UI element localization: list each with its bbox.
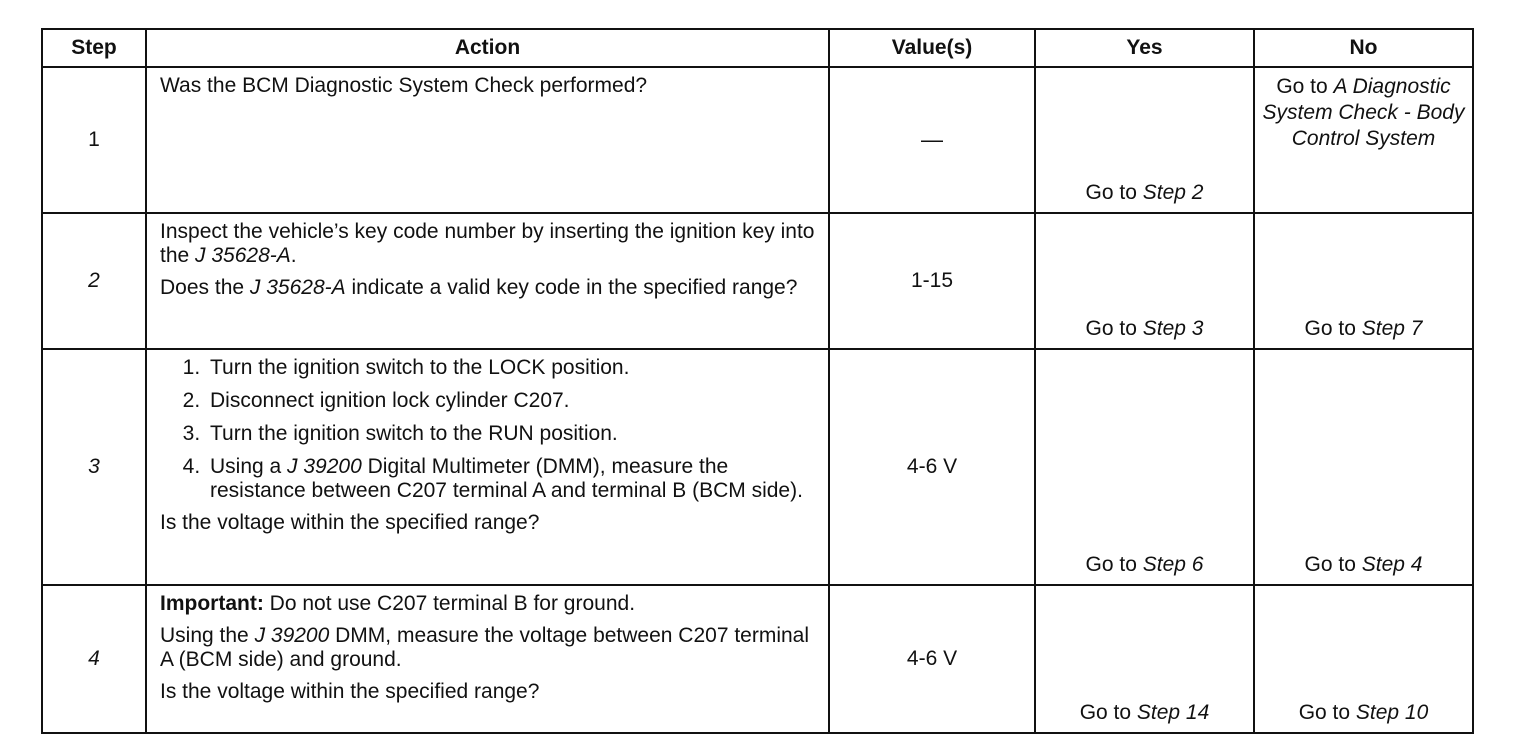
- table-row: [42, 585, 1473, 733]
- no-cell[interactable]: [1254, 213, 1473, 349]
- action-text: indicate a valid key code in the specified range?: [345, 276, 798, 299]
- no-prefix: Go to: [1304, 553, 1362, 576]
- action-text: Using the: [160, 624, 255, 647]
- action-paragraph: [160, 220, 816, 268]
- yes-cell[interactable]: [1035, 585, 1254, 733]
- yes-link[interactable]: Step 6: [1142, 553, 1204, 576]
- table-row: [42, 349, 1473, 585]
- table-row: [42, 67, 1473, 213]
- list-item: [206, 455, 816, 503]
- action-question: Was the BCM Diagnostic System Check performed?: [160, 74, 648, 97]
- list-item: 1. Turn the ignition switch to the LOCK position.: [206, 356, 816, 380]
- tool-ref: J 39200: [287, 455, 362, 478]
- action-text: Does the: [160, 276, 250, 299]
- important-note: [160, 592, 816, 616]
- no-prefix: Go to: [1304, 317, 1362, 340]
- step-number: 4: [42, 585, 146, 733]
- no-link[interactable]: A Diagnostic System Check - Body Control System: [1262, 75, 1465, 150]
- yes-cell[interactable]: [1035, 349, 1254, 585]
- action-cell: [146, 349, 829, 585]
- action-text: Inspect the vehicle’s key code number by inserting the ignition key into the: [160, 220, 815, 267]
- no-cell[interactable]: [1254, 67, 1473, 213]
- value-text: 1-15: [910, 269, 954, 292]
- diagnostic-table: [41, 28, 1474, 734]
- header-step: Step: [42, 29, 146, 67]
- action-paragraph: [160, 624, 816, 672]
- tool-ref: J 39200: [254, 624, 330, 647]
- header-action: Action: [146, 29, 829, 67]
- no-prefix: Go to: [1298, 701, 1356, 724]
- action-text: Using a: [210, 455, 288, 478]
- table-row: [42, 213, 1473, 349]
- step-number: 3: [42, 349, 146, 585]
- action-cell: [146, 67, 829, 213]
- action-question: [160, 276, 816, 300]
- value-cell: [829, 67, 1035, 213]
- yes-prefix: Go to: [1079, 701, 1137, 724]
- step-number: 2: [42, 213, 146, 349]
- header-row: [42, 29, 1473, 67]
- yes-prefix: Go to: [1085, 553, 1143, 576]
- yes-link[interactable]: Step 2: [1142, 181, 1204, 204]
- action-question: Is the voltage within the specified range?: [160, 511, 540, 534]
- yes-prefix: Go to: [1085, 317, 1143, 340]
- value-cell: [829, 349, 1035, 585]
- yes-link[interactable]: Step 14: [1136, 701, 1210, 724]
- action-question: Is the voltage within the specified range?: [160, 680, 540, 703]
- no-prefix: Go to: [1276, 75, 1334, 98]
- header-no: No: [1254, 29, 1473, 67]
- value-cell: [829, 585, 1035, 733]
- no-cell[interactable]: [1254, 585, 1473, 733]
- important-text: Do not use C207 terminal B for ground.: [263, 592, 636, 615]
- action-cell: [146, 213, 829, 349]
- value-cell: [829, 213, 1035, 349]
- action-cell: [146, 585, 829, 733]
- yes-prefix: Go to: [1085, 181, 1143, 204]
- list-item: 3. Turn the ignition switch to the RUN position.: [206, 422, 816, 446]
- value-text: —: [921, 127, 943, 152]
- action-text: Digital Multimeter (DMM), measure the resistance between C207 terminal A and terminal B (BCM side).: [210, 455, 803, 502]
- step-number: 1: [42, 67, 146, 213]
- no-link[interactable]: Step 10: [1355, 701, 1429, 724]
- tool-ref: J 35628-A: [249, 276, 346, 299]
- header-yes: Yes: [1035, 29, 1254, 67]
- yes-cell[interactable]: [1035, 67, 1254, 213]
- action-text: .: [290, 244, 297, 267]
- no-link[interactable]: Step 7: [1361, 317, 1423, 340]
- tool-ref: J 35628-A: [195, 244, 291, 267]
- yes-link[interactable]: Step 3: [1142, 317, 1204, 340]
- yes-cell[interactable]: [1035, 213, 1254, 349]
- no-link[interactable]: Step 4: [1361, 553, 1423, 576]
- important-label: Important:: [160, 592, 264, 615]
- header-values: Value(s): [829, 29, 1035, 67]
- value-text: 4-6 V: [906, 455, 958, 478]
- list-item: 2. Disconnect ignition lock cylinder C207.: [206, 389, 816, 413]
- action-text: DMM, measure the voltage between C207 terminal A (BCM side) and ground.: [160, 624, 810, 671]
- no-cell[interactable]: [1254, 349, 1473, 585]
- action-steps-list: [160, 356, 816, 503]
- value-text: 4-6 V: [906, 647, 958, 670]
